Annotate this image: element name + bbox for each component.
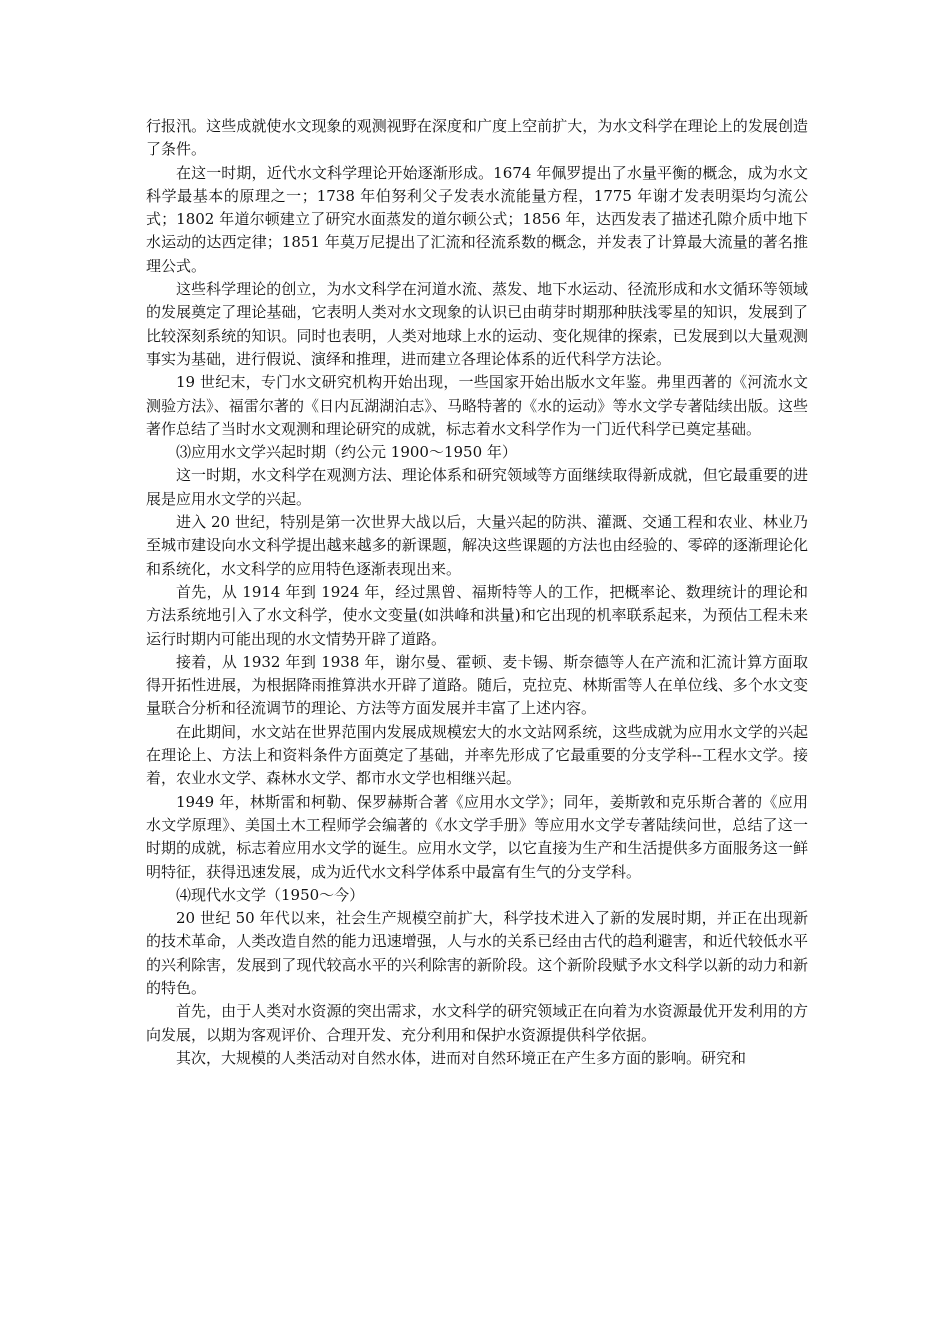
paragraph-water-resources: 首先，由于人类对水资源的突出需求，水文科学的研究领域正在向着为水资源最优开发利用的方向发展，以期为客观评价、合理开发、充分利用和保护水资源提供科学依据。 <box>146 1002 808 1044</box>
section-heading-modern-hydrology: ⑷现代水文学（1950～今） <box>176 885 365 904</box>
paragraph-1950s: 20 世纪 50 年代以来，社会生产规模空前扩大，科学技术进入了新的发展时期，并正在出现新的技术革命，人类改造自然的能力迅速增强，人与水的关系已经由古代的趋利避害，和近代较低水平的兴利除害，发展到了现代较高水平的兴利除害的新阶段。这个新阶段赋予水文科学以新的动力和新的特色。 <box>146 909 808 997</box>
document-page <box>146 115 808 1070</box>
paragraph-1949-publications: 1949 年，林斯雷和柯勒、保罗赫斯合著《应用水文学》；同年，姜斯敦和克乐斯合著的《应用水文学原理》、美国土木工程师学会编著的《水文学手册》等应用水文学专著陆续问世，总结了这一时期的成就，标志着应用水文学的诞生。应用水文学，以它直接为生产和生活提供多方面服务这一鲜明特征，获得迅速发展，成为近代水文科学体系中最富有生气的分支学科。 <box>146 792 808 881</box>
paragraph-theory-foundation: 这些科学理论的创立，为水文科学在河道水流、蒸发、地下水运动、径流形成和水文循环等领域的发展奠定了理论基础，它表明人类对水文现象的认识已由萌芽时期那种肤浅零星的知识，发展到了比较深刻系统的知识。同时也表明，人类对地球上水的运动、变化规律的探索，已发展到以大量观测事实为基础，进行假说、演绎和推理，进而建立各理论体系的近代科学方法论。 <box>146 280 808 368</box>
paragraph-modern-theory: 在这一时期，近代水文科学理论开始逐渐形成。1674 年佩罗提出了水量平衡的概念，成为水文科学最基本的原理之一；1738 年伯努利父子发表水流能量方程，1775 年谢才发表明渠均匀流公式；1802 年道尔顿建立了研究水面蒸发的道尔顿公式；1856 年，达西发表了描述孔隙介质中地下水运动的达西定律；1851 年莫万尼提出了汇流和径流系数的概念，并发表了计算最大流量的著名推理公式。 <box>146 163 808 275</box>
section-heading-applied-hydrology: ⑶应用水文学兴起时期（约公元 1900～1950 年） <box>176 443 517 462</box>
paragraph-station-network: 在此期间，水文站在世界范围内发展成规模宏大的水文站网系统，这些成就为应用水文学的兴起在理论上、方法上和资料条件方面奠定了基础，并率先形成了它最重要的分支学科--工程水文学。接着，农业水文学、森林水文学、都市水文学也相继兴起。 <box>146 722 808 788</box>
paragraph-20th-century: 进入 20 世纪，特别是第一次世界大战以后，大量兴起的防洪、灌溉、交通工程和农业、林业乃至城市建设向水文科学提出越来越多的新课题，解决这些课题的方法也由经验的、零碎的逐渐理论化和系统化，水文科学的应用特色逐渐表现出来。 <box>146 513 808 578</box>
paragraph-applied-period: 这一时期，水文科学在观测方法、理论体系和研究领域等方面继续取得新成就，但它最重要的进展是应用水文学的兴起。 <box>146 466 808 508</box>
paragraph-probability-theory: 首先，从 1914 年到 1924 年，经过黑曾、福斯特等人的工作，把概率论、数理统计的理论和方法系统地引入了水文科学，使水文变量(如洪峰和洪量)和它出现的机率联系起来，为预估工程未来运行时期内可能出现的水文情势开辟了道路。 <box>146 582 808 648</box>
paragraph-runoff-calculation: 接着，从 1932 年到 1938 年，谢尔曼、霍顿、麦卡锡、斯奈德等人在产流和汇流计算方面取得开拓性进展，为根据降雨推算洪水开辟了道路。随后，克拉克、林斯雷等人在单位线、多个水文变量联合分析和径流调节的理论、方法等方面发展并丰富了上述内容。 <box>146 652 808 718</box>
paragraph-19th-century: 19 世纪末，专门水文研究机构开始出现，一些国家开始出版水文年鉴。弗里西著的《河流水文测验方法》、福雷尔著的《日内瓦湖湖泊志》、马略特著的《水的运动》等水文学专著陆续出版。这些著作总结了当时水文观测和理论研究的成就，标志着水文科学作为一门近代科学已奠定基础。 <box>146 373 808 438</box>
paragraph-human-activity: 其次，大规模的人类活动对自然水体，进而对自然环境正在产生多方面的影响。研究和 <box>176 1048 747 1067</box>
paragraph-continued: 行报汛。这些成就使水文现象的观测视野在深度和广度上空前扩大，为水文科学在理论上的发展创造了条件。 <box>146 117 808 159</box>
